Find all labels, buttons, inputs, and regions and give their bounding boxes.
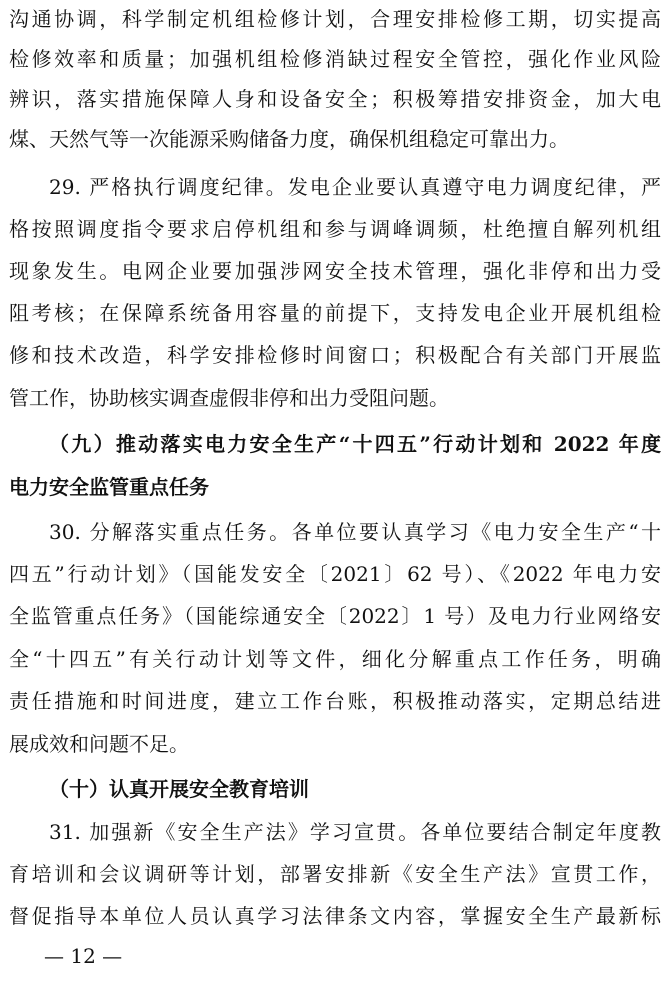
paragraph-first-line: 29. 严格执行调度纪律。发电企业要认真遵守电力调度纪律，严 — [49, 175, 661, 199]
paragraph-line: 四五”行动计划》（国能发安全〔2021〕62 号）、《2022 年电力安 — [9, 562, 661, 586]
paragraph-line: 全监管重点任务》（国能综通安全〔2022〕1 号）及电力行业网络安 — [9, 604, 661, 628]
paragraph-line: 现象发生。电网企业要加强涉网安全技术管理，强化非停和出力受 — [9, 259, 661, 283]
paragraph-line: 格按照调度指令要求启停机组和参与调峰调频，杜绝擅自解列机组 — [9, 217, 661, 241]
paragraph-first-line: 31. 加强新《安全生产法》学习宣贯。各单位要结合制定年度教 — [49, 820, 661, 844]
paragraph-line: 修和技术改造，科学安排检修时间窗口；积极配合有关部门开展监 — [9, 343, 661, 367]
section-heading-line: 电力安全监管重点任务 — [9, 475, 209, 499]
paragraph-line: 煤、天然气等一次能源采购储备力度，确保机组稳定可靠出力。 — [9, 127, 569, 151]
paragraph-line: 全“十四五”有关行动计划等文件，细化分解重点工作任务，明确 — [9, 647, 661, 671]
section-heading: （十）认真开展安全教育培训 — [49, 777, 309, 801]
paragraph-line: 督促指导本单位人员认真学习法律条文内容，掌握安全生产最新标 — [9, 904, 661, 928]
paragraph-line: 展成效和问题不足。 — [9, 732, 189, 756]
paragraph-line: 责任措施和时间进度，建立工作台账，积极推动落实，定期总结进 — [9, 689, 661, 713]
paragraph-line: 管工作，协助核实调查虚假非停和出力受阻问题。 — [9, 386, 449, 410]
page-number: — 12 — — [44, 944, 123, 968]
paragraph-line: 育培训和会议调研等计划，部署安排新《安全生产法》宣贯工作， — [9, 862, 661, 886]
paragraph-line: 辨识，落实措施保障人身和设备安全；积极筹措安排资金，加大电 — [9, 87, 661, 111]
paragraph-first-line: 30. 分解落实重点任务。各单位要认真学习《电力安全生产“十 — [49, 520, 661, 544]
paragraph-line: 检修效率和质量；加强机组检修消缺过程安全管控，强化作业风险 — [9, 47, 661, 71]
section-heading: （九）推动落实电力安全生产“十四五”行动计划和 2022 年度 — [49, 432, 661, 456]
paragraph-line: 阻考核；在保障系统备用容量的前提下，支持发电企业开展机组检 — [9, 301, 661, 325]
paragraph-line: 沟通协调，科学制定机组检修计划，合理安排检修工期，切实提高 — [9, 7, 661, 31]
